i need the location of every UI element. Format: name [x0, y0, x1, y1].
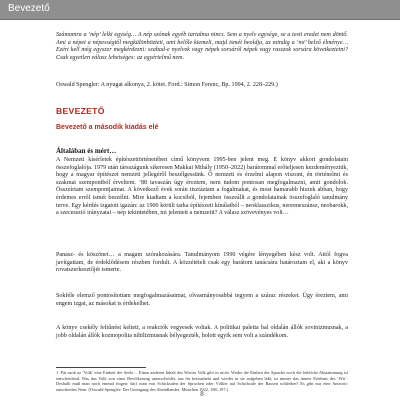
section-subtitle: Bevezető a második kiadás elé — [56, 124, 159, 131]
paragraph-3: Sokféle elemző pontosítottam megfogalmazásaimat, olvasmányosabbá tegyem a száraz részeket. Úgy éreztem, ami engem izgat, az másokat is érdekelhet. — [56, 293, 348, 307]
paragraph-1: A Nemzeti kísérletek építészettörténetében című könyvem 1995-ben jelent meg. E könyv akkori gondolatain összefoglalója. 1979 után társszágunk sikeresen Makkai Mihály (1950–2022) barátommal erőteljesen kezdeményeztük, hogy a magyar építészet nemzeti jellegéről beszélgessünk. Ő nemzeti és érzelmi alapon viszont, én történelmi és szakmai szempontból érveltem. ’88 tavaszán úgy éreztem, nem tudom pontosan megfogalmazni, amit gondolok. Összeírtam szempontjaimat. A következő évek során tisztáztam a fogalmakat, és most hamarabb hiszek abban, hogy érdemes erről ismét beszélni. Mire kiadtam a kocsiból, fejemben összeállt a gondolatainak összefoglaló tanulmány terve. Egy kérdés izgatott igazán: az 1900 körüli tarka építészeti kínálatból – neoklasszikus, neoreneszánsz, neobarokk, a szecesszió irányzatai – nép tekintetében, mi jelentett a nemzetit? A válasz szövevényes volt… — [56, 157, 348, 217]
epigraph-text: Számomra a ‘nép’ lelki egység… A nép szónak egyéb tartalma nincs. Sem a nyelv egysége, se a testi eredet nem döntő. Ami a népet a népességtől megkülönbözteti, ami belőle kiemeli, majd ismét beoldja, az mindig a ‘mi’ belső élménye… Ezért kell még egyszer megkérdezni: szabad-e nyelvek vagy népek sorsáról népek vagy rasszok sorsára következtetni? Csak egyetlen válasz lehetséges: az egyértelmű nem. — [56, 32, 348, 61]
paragraph-2: Panasz- és köszönet… a magam szórakozására. Tanulmányom 1990 végére lényegében kész volt. Attól fogva javítgattam, de érdeklődésem részben fordult. A közzétételt csak egy barátom tanácsára határoztam el, aki a könyv rovatszerkesztőjét ismerte. — [56, 252, 348, 274]
section-heading: BEVEZETŐ — [56, 106, 105, 116]
window-title: Bevezető — [8, 3, 50, 14]
paragraph-4: A könyv csekély feltűnést keltett, a reakciók vegyesek voltak. A politikai paletta bal oldalán állók sovinizmusnak, a jobb oldalán állók kozmopolita nihilizmusnak bélyegezték, holott egyik sem volt a szándékom. — [56, 325, 348, 339]
footnote-divider — [56, 367, 146, 368]
document-page — [56, 20, 348, 400]
lead-heading: Általában és mért… — [56, 147, 117, 155]
title-bar — [0, 0, 400, 20]
epigraph-source: Oswald Spengler: A nyugat alkonya, 2. kötet. Ford.: Simon Ferenc, Bp. 1994, 2. 228–229.) — [56, 82, 278, 88]
footnote: 1. Pár azok az ’Volk’ eine Einheit der Seele… Einen anderen Inhalt des Wortes Volk gibt es nicht. Weder die Einheit der Sprache noch die leibliche Abstammung ist entscheidend. Was das Volk von einer Bevölkerung unterscheidet, aus ihr heraushebt und wieder in sie aufgehen läßt, ist immer das innere Erlebnis des ’Wir’. Deshalb muß man noch einmal fragen: darf man von Schicksalen der Sprachen oder Völker auf Schicksale der Rassen schließen? Es gibt nur eine Antwort: entschieden Nein. (Oswald Spengler: Der Untergang des Abendlandes. München 1922, 188–197.) — [56, 370, 348, 392]
page-number: 8 — [200, 390, 204, 398]
